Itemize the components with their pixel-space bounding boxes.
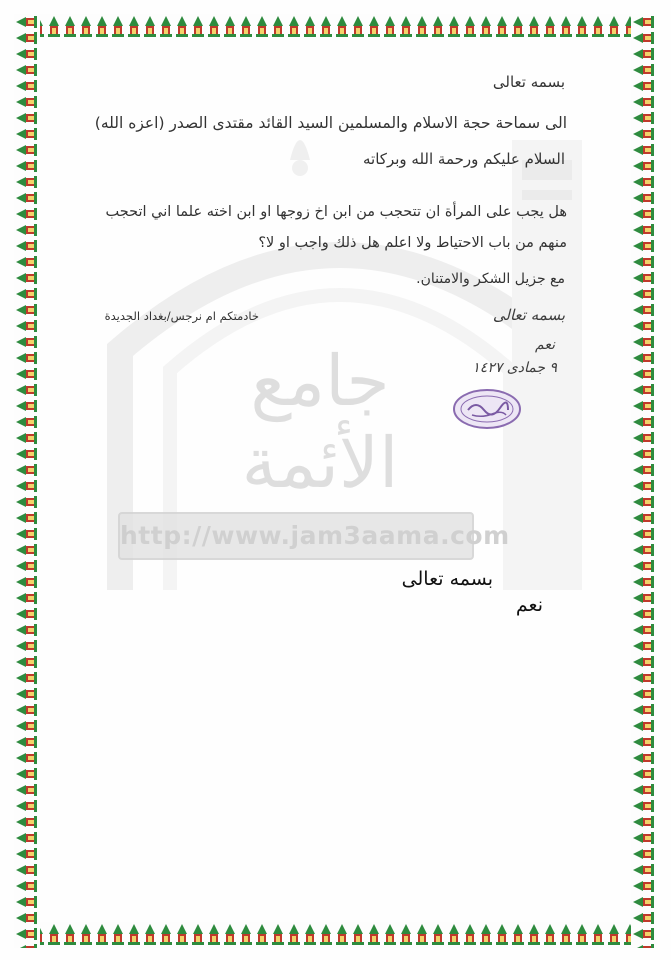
handwritten-date: ٩ جمادى ١٤٢٧	[472, 360, 557, 376]
letter-question-line-2: منهم من باب الاحتياط ولا اعلم هل ذلك واجب او لا؟	[258, 235, 567, 251]
decorative-border-left	[14, 14, 40, 948]
decorative-border-top	[14, 14, 657, 40]
letter-question-line-1: هل يجب على المرأة ان تتحجب من ابن اخ زوجها او ابن اخته علما اني اتحجب	[105, 204, 567, 220]
watermark-url: http://www.jam3aama.com	[118, 512, 474, 560]
handwritten-basmala: بسمه تعالى	[492, 306, 565, 324]
decorative-border-right	[631, 14, 657, 948]
letter-greeting: السلام عليكم ورحمة الله وبركاته	[363, 150, 565, 168]
watermark-arabic-text: جامع الأئمة	[241, 340, 399, 504]
typed-reply-basmala: بسمه تعالى	[401, 568, 493, 590]
decorative-border-bottom	[14, 922, 657, 948]
letter-basmala: بسمه تعالى	[492, 73, 565, 91]
seal-icon	[452, 388, 522, 430]
letter-thanks: مع جزيل الشكر والامتنان.	[416, 271, 565, 287]
letter-sender: خادمتكم ام نرجس/بغداد الجديدة	[104, 309, 259, 323]
letter-addressee: الى سماحة حجة الاسلام والمسلمين السيد القائد مقتدى الصدر (اعزه الله)	[94, 114, 567, 132]
handwritten-answer: نعم	[535, 337, 555, 353]
typed-reply-answer: نعم	[515, 594, 543, 616]
